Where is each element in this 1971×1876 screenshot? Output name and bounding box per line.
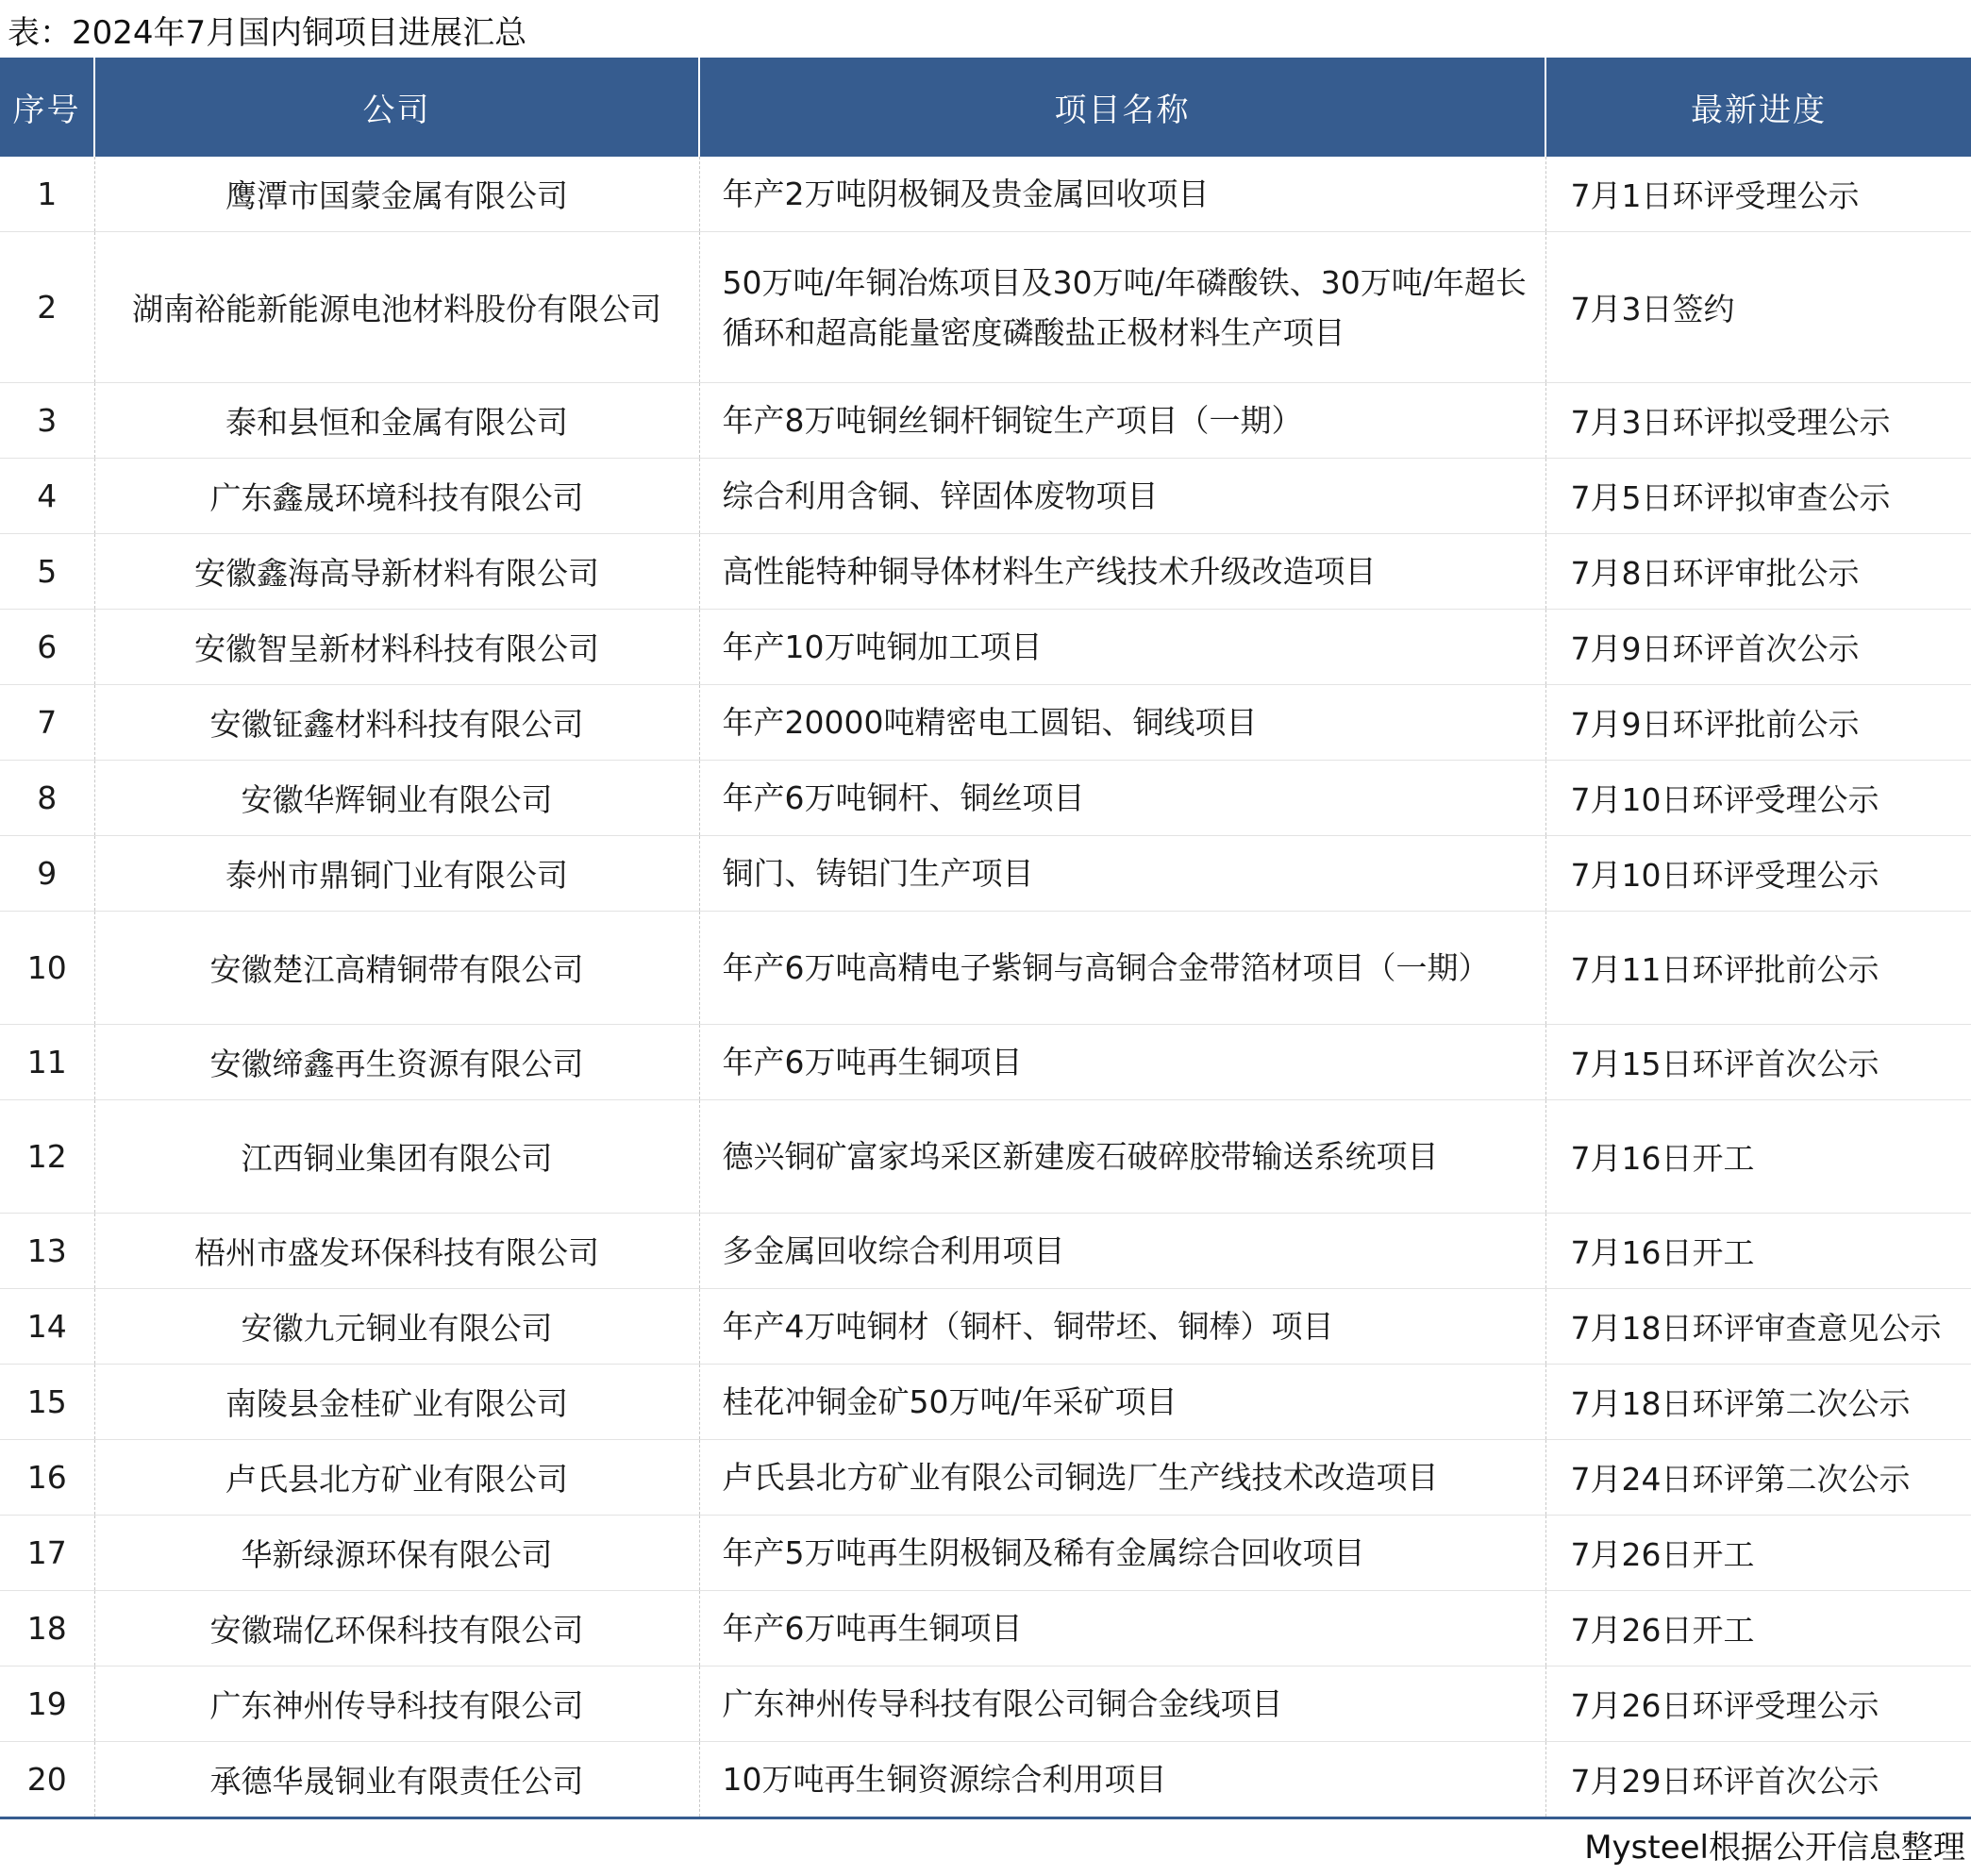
row-progress: 7月10日环评受理公示 <box>1545 836 1971 912</box>
row-progress: 7月3日签约 <box>1545 232 1971 383</box>
row-index: 11 <box>0 1025 94 1100</box>
row-index: 1 <box>0 157 94 232</box>
table-row <box>0 1440 1971 1516</box>
table-row <box>0 534 1971 610</box>
row-company: 江西铜业集团有限公司 <box>94 1100 699 1214</box>
row-index: 20 <box>0 1742 94 1818</box>
row-index: 6 <box>0 610 94 685</box>
row-project: 铜门、铸铝门生产项目 <box>699 836 1545 912</box>
row-company: 华新绿源环保有限公司 <box>94 1516 699 1591</box>
header-company: 公司 <box>94 58 699 157</box>
row-index: 10 <box>0 912 94 1025</box>
row-progress: 7月9日环评批前公示 <box>1545 685 1971 761</box>
table-row <box>0 157 1971 232</box>
row-company: 安徽九元铜业有限公司 <box>94 1289 699 1365</box>
row-company: 安徽智呈新材料科技有限公司 <box>94 610 699 685</box>
row-project: 50万吨/年铜冶炼项目及30万吨/年磷酸铁、30万吨/年超长循环和超高能量密度磷酸盐正极材料生产项目 <box>699 232 1545 383</box>
row-project: 10万吨再生铜资源综合利用项目 <box>699 1742 1545 1818</box>
row-project: 年产5万吨再生阴极铜及稀有金属综合回收项目 <box>699 1516 1545 1591</box>
row-index: 16 <box>0 1440 94 1516</box>
row-project: 桂花冲铜金矿50万吨/年采矿项目 <box>699 1365 1545 1440</box>
row-index: 3 <box>0 383 94 459</box>
row-progress: 7月29日环评首次公示 <box>1545 1742 1971 1818</box>
row-company: 梧州市盛发环保科技有限公司 <box>94 1214 699 1289</box>
row-project: 年产6万吨高精电子紫铜与高铜合金带箔材项目（一期） <box>699 912 1545 1025</box>
row-index: 2 <box>0 232 94 383</box>
row-project: 高性能特种铜导体材料生产线技术升级改造项目 <box>699 534 1545 610</box>
row-index: 15 <box>0 1365 94 1440</box>
row-company: 湖南裕能新能源电池材料股份有限公司 <box>94 232 699 383</box>
row-progress: 7月5日环评拟审查公示 <box>1545 459 1971 534</box>
row-progress: 7月3日环评拟受理公示 <box>1545 383 1971 459</box>
table-row <box>0 1214 1971 1289</box>
table-row <box>0 836 1971 912</box>
row-company: 安徽华辉铜业有限公司 <box>94 761 699 836</box>
table-row <box>0 685 1971 761</box>
header-index: 序号 <box>0 58 94 157</box>
row-project: 年产6万吨再生铜项目 <box>699 1591 1545 1667</box>
row-company: 南陵县金桂矿业有限公司 <box>94 1365 699 1440</box>
row-company: 安徽钲鑫材料科技有限公司 <box>94 685 699 761</box>
row-company: 鹰潭市国蒙金属有限公司 <box>94 157 699 232</box>
copper-projects-table <box>0 58 1971 1819</box>
table-row <box>0 761 1971 836</box>
row-project: 年产4万吨铜材（铜杆、铜带坯、铜棒）项目 <box>699 1289 1545 1365</box>
table-header-row <box>0 58 1971 157</box>
row-company: 卢氏县北方矿业有限公司 <box>94 1440 699 1516</box>
row-company: 安徽缔鑫再生资源有限公司 <box>94 1025 699 1100</box>
row-index: 19 <box>0 1667 94 1742</box>
row-project: 年产20000吨精密电工圆铝、铜线项目 <box>699 685 1545 761</box>
row-progress: 7月11日环评批前公示 <box>1545 912 1971 1025</box>
source-note: Mysteel根据公开信息整理 <box>1584 1829 1965 1867</box>
row-project: 综合利用含铜、锌固体废物项目 <box>699 459 1545 534</box>
table-row <box>0 1591 1971 1667</box>
row-company: 泰和县恒和金属有限公司 <box>94 383 699 459</box>
row-project: 年产8万吨铜丝铜杆铜锭生产项目（一期） <box>699 383 1545 459</box>
row-progress: 7月8日环评审批公示 <box>1545 534 1971 610</box>
row-index: 18 <box>0 1591 94 1667</box>
row-progress: 7月16日开工 <box>1545 1214 1971 1289</box>
row-index: 13 <box>0 1214 94 1289</box>
table-row <box>0 610 1971 685</box>
row-company: 泰州市鼎铜门业有限公司 <box>94 836 699 912</box>
row-project: 卢氏县北方矿业有限公司铜选厂生产线技术改造项目 <box>699 1440 1545 1516</box>
row-index: 14 <box>0 1289 94 1365</box>
table-row <box>0 1667 1971 1742</box>
table-row <box>0 232 1971 383</box>
header-project: 项目名称 <box>699 58 1545 157</box>
row-progress: 7月1日环评受理公示 <box>1545 157 1971 232</box>
row-index: 17 <box>0 1516 94 1591</box>
row-project: 年产6万吨再生铜项目 <box>699 1025 1545 1100</box>
row-company: 安徽楚江高精铜带有限公司 <box>94 912 699 1025</box>
row-index: 5 <box>0 534 94 610</box>
row-project: 年产2万吨阴极铜及贵金属回收项目 <box>699 157 1545 232</box>
row-progress: 7月10日环评受理公示 <box>1545 761 1971 836</box>
row-index: 4 <box>0 459 94 534</box>
row-project: 年产10万吨铜加工项目 <box>699 610 1545 685</box>
row-company: 广东鑫晟环境科技有限公司 <box>94 459 699 534</box>
row-project: 广东神州传导科技有限公司铜合金线项目 <box>699 1667 1545 1742</box>
row-index: 7 <box>0 685 94 761</box>
row-progress: 7月24日环评第二次公示 <box>1545 1440 1971 1516</box>
table-row <box>0 1516 1971 1591</box>
row-progress: 7月16日开工 <box>1545 1100 1971 1214</box>
table-row <box>0 1025 1971 1100</box>
table-row <box>0 383 1971 459</box>
row-progress: 7月15日环评首次公示 <box>1545 1025 1971 1100</box>
row-progress: 7月26日环评受理公示 <box>1545 1667 1971 1742</box>
row-progress: 7月26日开工 <box>1545 1516 1971 1591</box>
row-company: 安徽鑫海高导新材料有限公司 <box>94 534 699 610</box>
table-title: 表：2024年7月国内铜项目进展汇总 <box>8 14 527 52</box>
row-progress: 7月26日开工 <box>1545 1591 1971 1667</box>
table-row <box>0 1742 1971 1818</box>
row-project: 年产6万吨铜杆、铜丝项目 <box>699 761 1545 836</box>
table-container <box>0 58 1971 1819</box>
table-row <box>0 912 1971 1025</box>
table-row <box>0 1289 1971 1365</box>
row-progress: 7月18日环评第二次公示 <box>1545 1365 1971 1440</box>
row-company: 广东神州传导科技有限公司 <box>94 1667 699 1742</box>
row-progress: 7月18日环评审查意见公示 <box>1545 1289 1971 1365</box>
row-company: 安徽瑞亿环保科技有限公司 <box>94 1591 699 1667</box>
row-project: 多金属回收综合利用项目 <box>699 1214 1545 1289</box>
row-index: 12 <box>0 1100 94 1214</box>
table-row <box>0 1365 1971 1440</box>
row-company: 承德华晟铜业有限责任公司 <box>94 1742 699 1818</box>
row-progress: 7月9日环评首次公示 <box>1545 610 1971 685</box>
table-row <box>0 459 1971 534</box>
header-progress: 最新进度 <box>1545 58 1971 157</box>
row-index: 8 <box>0 761 94 836</box>
row-project: 德兴铜矿富家坞采区新建废石破碎胶带输送系统项目 <box>699 1100 1545 1214</box>
row-index: 9 <box>0 836 94 912</box>
table-row <box>0 1100 1971 1214</box>
